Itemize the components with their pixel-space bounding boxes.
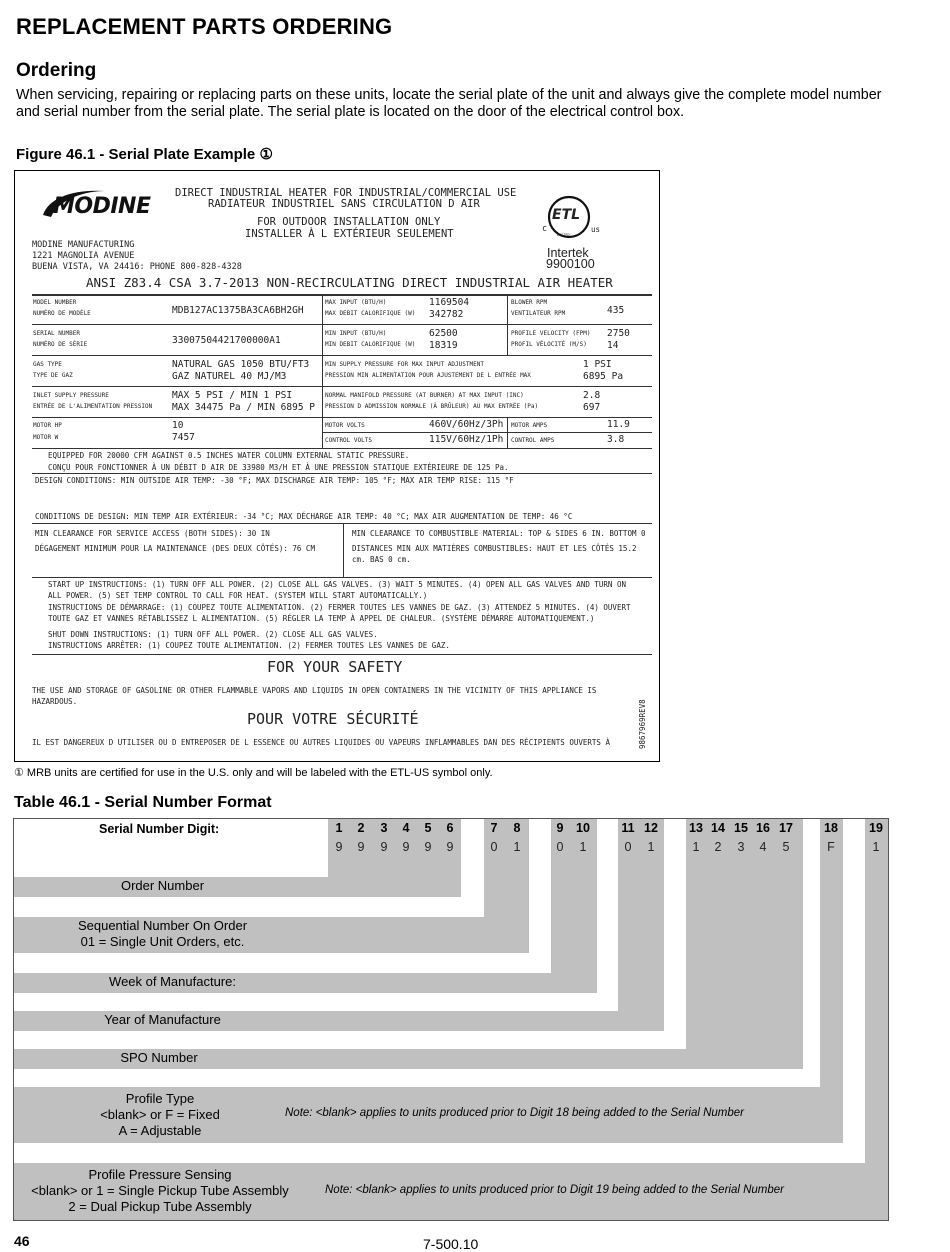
- serial-digit-example: F: [827, 840, 835, 854]
- motor-amps-label: MOTOR AMPS: [511, 422, 548, 429]
- order-number-label: Order Number: [120, 878, 205, 893]
- serial-digit-number: 17: [779, 821, 793, 835]
- spo-label: SPO Number: [120, 1050, 198, 1065]
- pressure-sensing-dual: 2 = Dual Pickup Tube Assembly: [68, 1199, 252, 1214]
- control-amps-label: CONTROL AMPS: [511, 437, 555, 444]
- profile-velocity-label-fr: PROFIL VÉLOCITÉ (M/S): [511, 341, 587, 348]
- serial-plate: [14, 170, 660, 762]
- inlet-pressure-value: MAX 5 PSI / MIN 1 PSI: [172, 390, 293, 401]
- max-input-label-fr: MAX DEBIT CALORIFIQUE (W): [325, 310, 416, 317]
- serial-digit-number: 13: [689, 821, 703, 835]
- sequential-number-desc: 01 = Single Unit Orders, etc.: [80, 934, 245, 949]
- startup-fr-1: INSTRUCTIONS DE DÉMARRAGE: (1) COUPEZ TOUTE ALIMENTATION. (2) FERMER TOUTES LES VANNES DE GAZ. (3) ATTENDEZ 5 MINUTES. (4) OUVERT: [48, 603, 631, 612]
- startup-en-2: ALL POWER. (5) SET TEMP CONTROL TO CALL FOR HEAT. (SYSTEM WILL START AUTOMATICALLY.): [48, 591, 428, 600]
- section-heading: Ordering: [16, 60, 97, 81]
- motor-volts-label: MOTOR VOLTS: [325, 422, 365, 429]
- model-number-value: MDB127AC1375BA3CA6BH2GH: [172, 305, 304, 316]
- serial-digit-example: 1: [692, 840, 700, 854]
- serial-number-value: 33007504421700000A1: [172, 335, 281, 346]
- figure-footnote: ① MRB units are certified for use in the U.S. only and will be labeled with the ETL-US symbol only.: [14, 767, 493, 779]
- etl-us: us: [591, 225, 601, 234]
- plate-title-2: RADIATEUR INDUSTRIEL SANS CIRCULATION D AIR: [208, 198, 480, 210]
- inlet-pressure-label-fr: ENTRÉE DE L'ALIMENTATION PRESSION: [33, 403, 153, 410]
- inlet-pressure-value-pa: MAX 34475 Pa / MIN 6895 P: [172, 402, 315, 413]
- design-conditions-fr: CONDITIONS DE DESIGN: MIN TEMP AIR EXTÉRIEUR: -34 °C; MAX DÉCHARGE AIR TEMP: 40 °C; MAX AIR AUGMENTATION DE TEMP: 46 °C: [35, 512, 573, 521]
- intertek-label: Intertek: [547, 246, 589, 260]
- gas-type-value-fr: GAZ NATUREL 40 MJ/M3: [172, 371, 287, 382]
- serial-digit-number: 14: [711, 821, 725, 835]
- model-number-label: MODEL NUMBER: [33, 299, 77, 306]
- serial-digit-example: 9: [424, 840, 432, 854]
- clearance-service-en: MIN CLEARANCE FOR SERVICE ACCESS (BOTH SIDES): 30 IN: [35, 529, 270, 538]
- securite-text: IL EST DANGEREUX D UTILISER OU D ENTREPOSER DE L ESSENCE OU AUTRES LIQUIDES OU VAPEURS INFLAMMABLES DAN DES RÉCIPIENTS OUVERTS À: [32, 738, 610, 747]
- serial-digit-example: 9: [357, 840, 365, 854]
- pressure-sensing-note: Note: <blank> applies to units produced prior to Digit 19 being added to the Serial Number: [325, 1184, 785, 1196]
- serial-number-label: SERIAL NUMBER: [33, 330, 80, 337]
- clearance-service-fr: DÉGAGEMENT MINIMUM POUR LA MAINTENANCE (DES DEUX CÔTÉS): 76 CM: [35, 544, 315, 553]
- manifold-pressure-label-fr: PRESSION D ADMISSION NORMALE (À BRÛLEUR) AU MAX ENTRÉE (Pa): [325, 403, 539, 410]
- clearance-combustible-en: MIN CLEARANCE TO COMBUSTIBLE MATERIAL: TOP & SIDES 6 IN. BOTTOM 0: [352, 529, 646, 538]
- serial-digit-number: 10: [576, 821, 590, 835]
- inlet-pressure-label: INLET SUPPLY PRESSURE: [33, 392, 109, 399]
- week-label: Week of Manufacture:: [109, 974, 236, 989]
- plate-rev-code: 9867969REV8: [638, 699, 647, 749]
- equipped-en: EQUIPPED FOR 20000 CFM AGAINST 0.5 INCHES WATER COLUMN EXTERNAL STATIC PRESSURE.: [48, 451, 410, 460]
- serial-digit-number: 8: [513, 821, 521, 835]
- motor-w-label: MOTOR W: [33, 434, 59, 441]
- shutdown-fr: INSTRUCTIONS ARRÊTER: (1) COUPEZ TOUTE ALIMENTATION. (2) FERMER TOUTES LES VANNES DE GAZ.: [48, 641, 450, 650]
- gas-type-value: NATURAL GAS 1050 BTU/FT3: [172, 359, 310, 370]
- serial-digit-number: 15: [734, 821, 748, 835]
- page-number: 46: [14, 1233, 30, 1249]
- control-volts-label: CONTROL VOLTS: [325, 437, 372, 444]
- manifold-pressure-in: 2.8: [583, 390, 601, 401]
- plate-mfr-2: 1221 MAGNOLIA AVENUE: [32, 251, 135, 261]
- shutdown-en: SHUT DOWN INSTRUCTIONS: (1) TURN OFF ALL POWER. (2) CLOSE ALL GAS VALVES.: [48, 630, 378, 639]
- manifold-pressure-pa: 697: [583, 402, 601, 413]
- gas-type-label-fr: TYPE DE GAZ: [33, 372, 73, 379]
- sequential-number-label: Sequential Number On Order: [77, 918, 248, 933]
- serial-digit-example: 0: [624, 840, 632, 854]
- serial-digit-number: 11: [621, 821, 635, 835]
- control-amps-value: 3.8: [607, 434, 625, 445]
- intertek-number: 9900100: [546, 257, 595, 271]
- plate-outdoor-1: FOR OUTDOOR INSTALLATION ONLY: [257, 216, 441, 228]
- safety-text-1: THE USE AND STORAGE OF GASOLINE OR OTHER FLAMMABLE VAPORS AND LIQUIDS IN OPEN CONTAINERS IN THE VICINITY OF THIS APPLIANCE IS: [32, 686, 597, 695]
- serial-digit-example: 0: [556, 840, 564, 854]
- motor-hp-label: MOTOR HP: [33, 422, 62, 429]
- serial-digit-example: 2: [714, 840, 722, 854]
- profile-velocity-ms: 14: [607, 340, 619, 351]
- serial-digit-number: 4: [402, 821, 410, 835]
- max-input-btu: 1169504: [429, 297, 470, 308]
- startup-en-1: START UP INSTRUCTIONS: (1) TURN OFF ALL POWER. (2) CLOSE ALL GAS VALVES. (3) WAIT 5 MINUTES. (4) OPEN ALL GAS VALVES AND TURN ON: [48, 580, 626, 589]
- serial-digit-example: 5: [782, 840, 790, 854]
- motor-amps-value: 11.9: [607, 419, 630, 430]
- plate-mfr-3: BUENA VISTA, VA 24416: PHONE 800-828-4328: [32, 262, 242, 272]
- ordering-paragraph: When servicing, repairing or replacing parts on these units, locate the serial plate of the unit and always give the complete model number and serial number from the serial plate. The serial plate is located on the door of the electrical control box.: [16, 87, 882, 120]
- etl-listed: LISTED: [557, 233, 570, 237]
- serial-digit-number: 6: [446, 821, 454, 835]
- serial-digit-number: 19: [869, 821, 883, 835]
- serial-digit-number: 12: [644, 821, 658, 835]
- serial-digit-number: 2: [357, 821, 365, 835]
- digit-18-column: [820, 819, 843, 1087]
- serial-digit-example: 1: [872, 840, 880, 854]
- serial-number-table: [13, 818, 889, 1221]
- manifold-pressure-label: NORMAL MANIFOLD PRESSURE (AT BURNER) AT MAX INPUT (INC): [325, 392, 524, 399]
- etl-c: c: [542, 224, 548, 234]
- motor-hp-value: 10: [172, 420, 184, 431]
- serial-digit-number: 18: [824, 821, 838, 835]
- safety-text-2: HAZARDOUS.: [32, 697, 78, 706]
- pressure-sensing-single: <blank> or 1 = Single Pickup Tube Assembly: [31, 1183, 289, 1198]
- plate-mfr-1: MODINE MANUFACTURING: [32, 240, 135, 250]
- plate-title-1: DIRECT INDUSTRIAL HEATER FOR INDUSTRIAL/COMMERCIAL USE: [175, 187, 517, 199]
- plate-standard: ANSI Z83.4 CSA 3.7-2013 NON-RECIRCULATING DIRECT INDUSTRIAL AIR HEATER: [86, 275, 613, 290]
- control-volts-value: 115V/60Hz/1Ph: [429, 434, 504, 445]
- clearance-combustible-fr-2: cm. BAS 0 cm.: [352, 555, 411, 564]
- startup-fr-2: TOUTE GAZ ET VANNES RÉTABLISSEZ L ALIMENTATION. (5) RÉGLER LA TEMP À APPEL DE CHALEUR. (SYSTÈME DÉMARRE AUTOMATIQUEMENT.): [48, 614, 595, 623]
- min-supply-pa: 6895 Pa: [583, 371, 624, 382]
- serial-digit-number: 5: [424, 821, 432, 835]
- etl-mark-text: ETL: [552, 207, 581, 223]
- clearance-combustible-fr: DISTANCES MIN AUX MATIÈRES COMBUSTIBLES: HAUT ET LES CÔTÉS 15.2: [352, 544, 637, 553]
- blower-rpm-label-fr: VENTILATEUR RPM: [511, 310, 566, 317]
- page-heading: REPLACEMENT PARTS ORDERING: [16, 14, 393, 39]
- serial-digit-example: 9: [335, 840, 343, 854]
- pressure-sensing-label: Profile Pressure Sensing: [88, 1167, 232, 1182]
- modine-logo: MODINE: [53, 194, 151, 219]
- min-supply-label: MIN SUPPLY PRESSURE FOR MAX INPUT ADJUSTMENT: [325, 361, 484, 368]
- figure-title: Figure 46.1 - Serial Plate Example ①: [16, 146, 273, 163]
- blower-rpm-value: 435: [607, 305, 625, 316]
- serial-digit-number: 9: [556, 821, 564, 835]
- min-input-label-fr: MIN DEBIT CALORIFIQUE (W): [325, 341, 416, 348]
- min-supply-label-fr: PRESSION MIN ALIMENTATION POUR AJUSTEMENT DE L ENTRÉE MAX: [325, 372, 531, 379]
- serial-digit-example: 1: [579, 840, 587, 854]
- serial-digit-example: 9: [402, 840, 410, 854]
- profile-velocity-label: PROFILE VELOCITY (FPM): [511, 330, 591, 337]
- min-input-w: 18319: [429, 340, 458, 351]
- design-conditions: DESIGN CONDITIONS: MIN OUTSIDE AIR TEMP: -30 °F; MAX DISCHARGE AIR TEMP: 105 °F; MAX AIR TEMP RISE: 115 °F: [35, 476, 514, 485]
- motor-volts-value: 460V/60Hz/3Ph: [429, 419, 504, 430]
- serial-digit-example: 9: [446, 840, 454, 854]
- digit-19-column: [865, 819, 889, 1163]
- model-number-label-fr: NUMÉRO DE MODÈLE: [33, 310, 91, 317]
- profile-type-fixed: <blank> or F = Fixed: [100, 1107, 220, 1122]
- min-supply-psi: 1 PSI: [583, 359, 612, 370]
- serial-digit-example: 1: [647, 840, 655, 854]
- equipped-fr: CONÇU POUR FONCTIONNER À UN DÉBIT D AIR DE 33980 M3/H ET À UNE PRESSION STATIQUE EXTÉRIEURE DE 125 Pa.: [48, 463, 509, 472]
- blower-rpm-label: BLOWER RPM: [511, 299, 548, 306]
- serial-digit-number: 7: [490, 821, 498, 835]
- min-input-btu: 62500: [429, 328, 458, 339]
- table-title: Table 46.1 - Serial Number Format: [14, 794, 272, 811]
- serial-digit-example: 1: [513, 840, 521, 854]
- document-number: 7-500.10: [423, 1236, 479, 1252]
- safety-title: FOR YOUR SAFETY: [267, 658, 403, 676]
- max-input-label: MAX INPUT (BTU/H): [325, 299, 387, 306]
- min-input-label: MIN INPUT (BTU/H): [325, 330, 387, 337]
- year-label: Year of Manufacture: [104, 1012, 221, 1027]
- plate-outdoor-2: INSTALLER À L EXTÉRIEUR SEULEMENT: [245, 228, 454, 240]
- profile-type-adjustable: A = Adjustable: [118, 1123, 202, 1138]
- profile-type-label: Profile Type: [125, 1091, 195, 1106]
- serial-digit-number: 3: [380, 821, 388, 835]
- profile-velocity-fpm: 2750: [607, 328, 630, 339]
- profile-type-note: Note: <blank> applies to units produced prior to Digit 18 being added to the Serial Number: [285, 1107, 745, 1119]
- gas-type-label: GAS TYPE: [33, 361, 62, 368]
- serial-number-label-fr: NUMÉRO DE SÉRIE: [33, 341, 88, 348]
- digit-header: Serial Number Digit:: [99, 822, 220, 836]
- serial-digit-example: 0: [490, 840, 498, 854]
- serial-digit-example: 3: [737, 840, 745, 854]
- serial-digit-example: 9: [380, 840, 388, 854]
- max-input-w: 342782: [429, 309, 464, 320]
- securite-title: POUR VOTRE SÉCURITÉ: [247, 710, 419, 728]
- serial-digit-number: 1: [335, 821, 343, 835]
- serial-digit-example: 4: [759, 840, 767, 854]
- motor-w-value: 7457: [172, 432, 195, 443]
- serial-digit-number: 16: [756, 821, 770, 835]
